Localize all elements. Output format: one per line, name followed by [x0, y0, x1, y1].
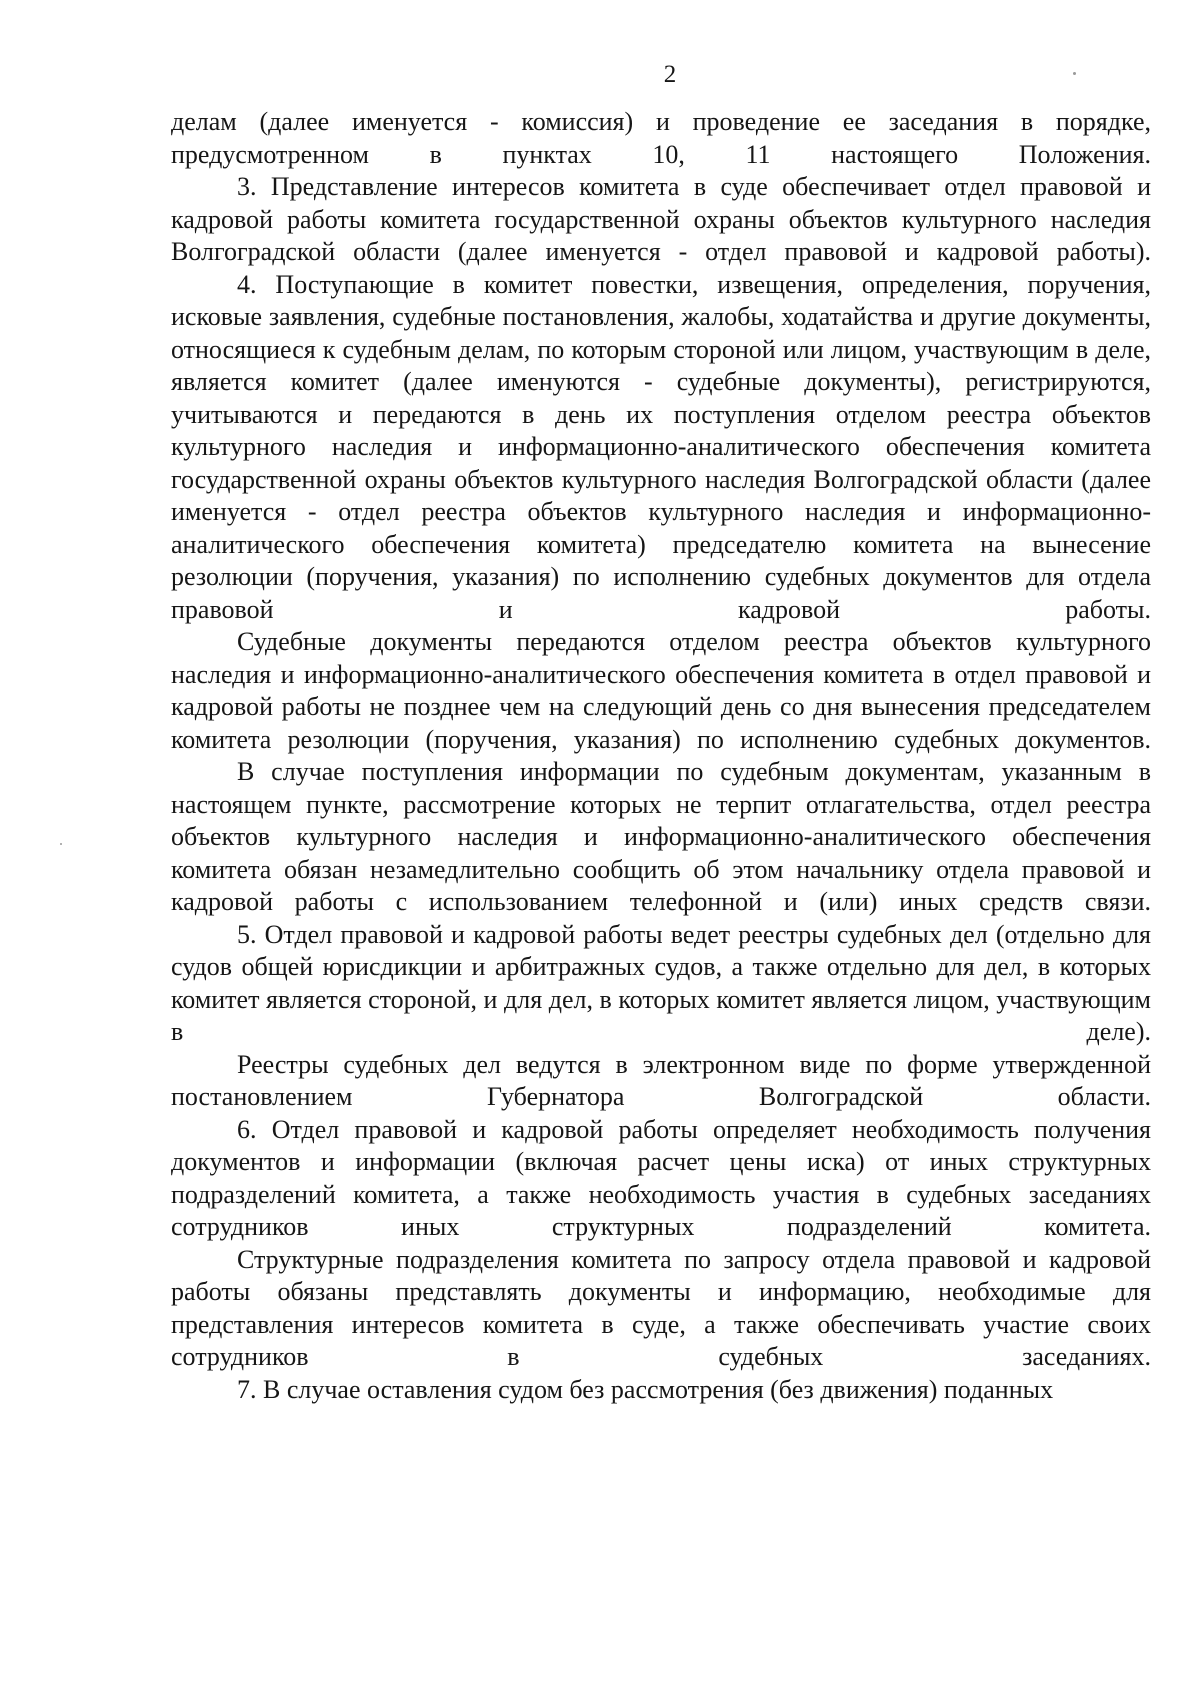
page-number: 2 [663, 61, 677, 88]
scan-speck [1073, 72, 1076, 75]
paragraph-item-6: 6. Отдел правовой и кадровой работы определяет необходимость получения документов и информации (включая расчет цены иска) от иных структурных подразделений комитета, а также необходимость участия в судебных заседаниях сотрудников иных структурных подразделений комитета. [171, 1114, 1151, 1241]
paragraph-item-7: 7. В случае оставления судом без рассмотрения (без движения) поданных [237, 1374, 1054, 1404]
paragraph-item-5: 5. Отдел правовой и кадровой работы ведет реестры судебных дел (отдельно для судов общей юрисдикции и арбитражных судов, а также отдельно для дел, в которых комитет является стороной, и для дел, в которых комитет является лицом, участвующим в деле). [171, 919, 1151, 1046]
document-body [171, 106, 1151, 1406]
paragraph-continuation: делам (далее именуется - комиссия) и проведение ее заседания в порядке, предусмотренном в пунктах 10, 11 настоящего Положения. [171, 107, 1151, 169]
paragraph-item-4-transfer: Судебные документы передаются отделом реестра объектов культурного наследия и информационно-аналитического обеспечения комитета в отдел правовой и кадровой работы не позднее чем на следующий день со дня вынесения председателем комитета резолюции (поручения, указания) по исполнению судебных документов. [171, 627, 1151, 754]
paragraph-item-4-urgent: В случае поступления информации по судебным документам, указанным в настоящем пункте, рассмотрение которых не терпит отлагательства, отдел реестра объектов культурного наследия и информационно-аналитического обеспечения комитета обязан незамедлительно сообщить об этом начальнику отдела правовой и кадровой работы с использованием телефонной и (или) иных средств связи. [171, 757, 1151, 916]
scan-speck [60, 843, 62, 845]
paragraph-item-4: 4. Поступающие в комитет повестки, извещения, определения, поручения, исковые заявления, судебные постановления, жалобы, ходатайства и другие документы, относящиеся к судебным делам, по которым стороной или лицом, участвующим в деле, является комитет (далее именуются - судебные документы), регистрируются, учитываются и передаются в день их поступления отделом реестра объектов культурного наследия и информационно-аналитического обеспечения комитета государственной охраны объектов культурного наследия Волгоградской области (далее именуется - отдел реестра объектов культурного наследия и информационно-аналитического обеспечения комитета) председателю комитета на вынесение резолюции (поручения, указания) по исполнению судебных документов для отдела правовой и кадровой работы. [171, 269, 1151, 624]
paragraph-item-3: 3. Представление интересов комитета в суде обеспечивает отдел правовой и кадровой работы комитета государственной охраны объектов культурного наследия Волгоградской области (далее именуется - отдел правовой и кадровой работы). [171, 172, 1151, 266]
paragraph-item-6-units: Структурные подразделения комитета по запросу отдела правовой и кадровой работы обязаны представлять документы и информацию, необходимые для представления интересов комитета в суде, а также обеспечивать участие своих сотрудников в судебных заседаниях. [171, 1244, 1151, 1371]
paragraph-item-5-registers: Реестры судебных дел ведутся в электронном виде по форме утвержденной постановлением Губернатора Волгоградской области. [171, 1049, 1151, 1111]
